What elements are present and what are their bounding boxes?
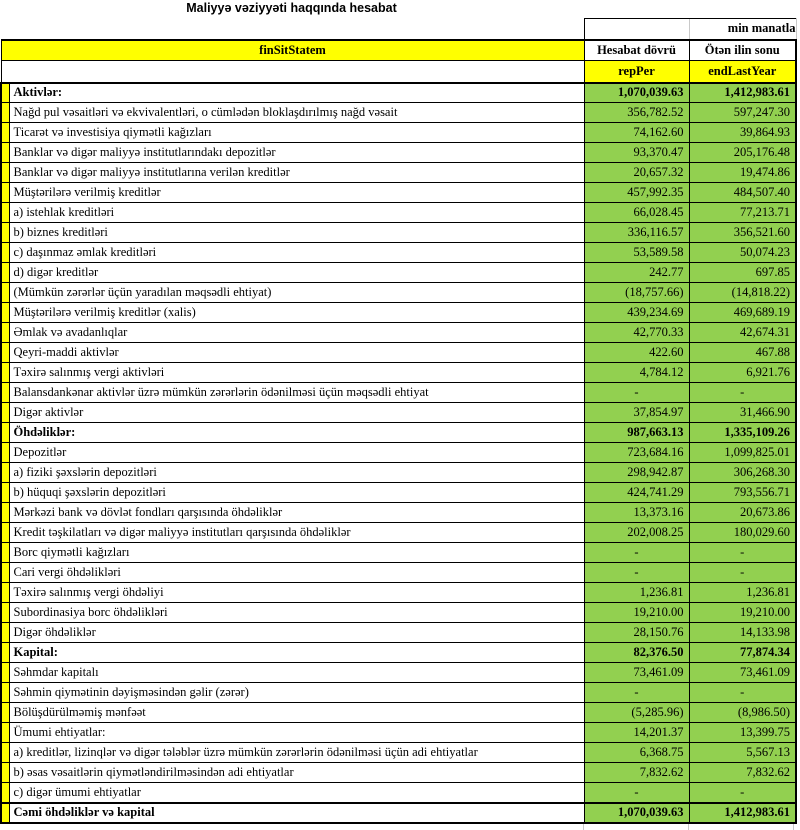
- row-value-repper[interactable]: (18,757.66): [584, 283, 689, 303]
- table-row: [1, 763, 796, 783]
- row-accent-strip[interactable]: [1, 303, 9, 323]
- row-label-cell[interactable]: Kredit təşkilatları və digər maliyyə institutları qarşısında öhdəliklər: [9, 523, 584, 543]
- row-value-endlastyear[interactable]: 6,921.76: [689, 363, 796, 383]
- table-row: [1, 663, 796, 683]
- row-accent-strip[interactable]: [1, 283, 9, 303]
- row-value-endlastyear[interactable]: 793,556.71: [689, 483, 796, 503]
- table-row: [1, 283, 796, 303]
- gridline-stub: [688, 824, 689, 830]
- row-value-endlastyear[interactable]: 14,133.98: [689, 623, 796, 643]
- row-value-endlastyear[interactable]: 306,268.30: [689, 463, 796, 483]
- row-value-repper[interactable]: 202,008.25: [584, 523, 689, 543]
- row-value-repper[interactable]: 14,201.37: [584, 723, 689, 743]
- header-body: [1, 19, 796, 83]
- row-accent-strip[interactable]: [1, 243, 9, 263]
- blank-cell[interactable]: [1, 19, 584, 40]
- table-row: [1, 83, 796, 103]
- row-value-endlastyear[interactable]: -: [689, 683, 796, 703]
- row-value-endlastyear[interactable]: 77,874.34: [689, 643, 796, 663]
- row-label-cell[interactable]: b) hüquqi şəxslərin depozitləri: [9, 483, 584, 503]
- period-column-code[interactable]: repPer: [584, 61, 689, 83]
- table-row: [1, 383, 796, 403]
- table-row: [1, 343, 796, 363]
- row-label-cell[interactable]: Kapital:: [9, 643, 584, 663]
- row-value-repper[interactable]: 7,832.62: [584, 763, 689, 783]
- row-value-endlastyear[interactable]: 20,673.86: [689, 503, 796, 523]
- table-row: [1, 523, 796, 543]
- row-value-repper[interactable]: 987,663.13: [584, 423, 689, 443]
- row-value-endlastyear[interactable]: 39,864.93: [689, 123, 796, 143]
- row-value-repper[interactable]: -: [584, 563, 689, 583]
- gridline-stub: [583, 824, 584, 830]
- row-value-endlastyear[interactable]: 484,507.40: [689, 183, 796, 203]
- row-value-repper[interactable]: -: [584, 383, 689, 403]
- table-row: [1, 463, 796, 483]
- row-label-cell[interactable]: Balansdankənar aktivlər üzrə mümkün zərərlərin ödənilməsi üçün məqsədli ehtiyat: [9, 383, 584, 403]
- table-row: [1, 623, 796, 643]
- row-value-repper[interactable]: -: [584, 683, 689, 703]
- financial-position-table: [0, 18, 797, 824]
- row-accent-strip[interactable]: [1, 343, 9, 363]
- row-value-endlastyear[interactable]: 469,689.19: [689, 303, 796, 323]
- table-row: [1, 403, 796, 423]
- row-label-cell[interactable]: Digər aktivlər: [9, 403, 584, 423]
- row-accent-strip[interactable]: [1, 143, 9, 163]
- row-value-repper[interactable]: 93,370.47: [584, 143, 689, 163]
- table-row: [1, 123, 796, 143]
- row-value-endlastyear[interactable]: (8,986.50): [689, 703, 796, 723]
- row-label-cell[interactable]: b) əsas vəsaitlərin qiymətləndirilməsindən adi ehtiyatlar: [9, 763, 584, 783]
- row-accent-strip[interactable]: [1, 383, 9, 403]
- row-accent-strip[interactable]: [1, 103, 9, 123]
- row-value-repper[interactable]: 439,234.69: [584, 303, 689, 323]
- row-label-cell[interactable]: Banklar və digər maliyyə institutlarındakı depozitlər: [9, 143, 584, 163]
- table-row: [1, 703, 796, 723]
- row-value-repper[interactable]: -: [584, 783, 689, 803]
- row-label-cell[interactable]: a) kreditlər, lizinqlər və digər tələblər üzrə mümkün zərərlərin ödənilməsi üçün adi ehtiyatlar: [9, 743, 584, 763]
- row-label-cell[interactable]: Cari vergi öhdəlikləri: [9, 563, 584, 583]
- row-accent-strip[interactable]: [1, 203, 9, 223]
- row-value-repper[interactable]: 1,070,039.63: [584, 803, 689, 823]
- table-row: [1, 643, 796, 663]
- row-value-repper[interactable]: 336,116.57: [584, 223, 689, 243]
- table-row: [1, 143, 796, 163]
- row-label-cell[interactable]: Nağd pul vəsaitləri və ekvivalentləri, o cümlədən bloklaşdırılmış nağd vəsait: [9, 103, 584, 123]
- row-value-endlastyear[interactable]: (14,818.22): [689, 283, 796, 303]
- row-value-endlastyear[interactable]: 180,029.60: [689, 523, 796, 543]
- row-value-repper[interactable]: 4,784.12: [584, 363, 689, 383]
- row-value-repper[interactable]: 82,376.50: [584, 643, 689, 663]
- row-value-repper[interactable]: 28,150.76: [584, 623, 689, 643]
- row-label-cell[interactable]: Subordinasiya borc öhdəlikləri: [9, 603, 584, 623]
- table-row: [1, 363, 796, 383]
- prior-column-header[interactable]: Ötən ilin sonu: [689, 40, 796, 61]
- row-value-endlastyear[interactable]: 356,521.60: [689, 223, 796, 243]
- table-row: [1, 203, 796, 223]
- row-label-cell[interactable]: Müştərilərə verilmiş kreditlər (xalis): [9, 303, 584, 323]
- row-value-endlastyear[interactable]: 1,412,983.61: [689, 83, 796, 103]
- row-accent-strip[interactable]: [1, 443, 9, 463]
- row-value-endlastyear[interactable]: -: [689, 783, 796, 803]
- row-label-cell[interactable]: Cəmi öhdəliklər və kapital: [9, 803, 584, 823]
- row-accent-strip[interactable]: [1, 643, 9, 663]
- row-value-endlastyear[interactable]: 50,074.23: [689, 243, 796, 263]
- table-row: [1, 683, 796, 703]
- row-accent-strip[interactable]: [1, 583, 9, 603]
- row-accent-strip[interactable]: [1, 783, 9, 803]
- row-value-endlastyear[interactable]: 19,210.00: [689, 603, 796, 623]
- row-accent-strip[interactable]: [1, 363, 9, 383]
- row-value-repper[interactable]: 424,741.29: [584, 483, 689, 503]
- row-value-endlastyear[interactable]: 31,466.90: [689, 403, 796, 423]
- table-row: [1, 503, 796, 523]
- row-value-endlastyear[interactable]: 597,247.30: [689, 103, 796, 123]
- row-accent-strip[interactable]: [1, 683, 9, 703]
- row-label-cell[interactable]: Səhmin qiymətinin dəyişməsindən gəlir (zərər): [9, 683, 584, 703]
- row-value-repper[interactable]: -: [584, 543, 689, 563]
- row-accent-strip[interactable]: [1, 603, 9, 623]
- row-label-cell[interactable]: c) daşınmaz əmlak kreditləri: [9, 243, 584, 263]
- row-value-endlastyear[interactable]: 1,236.81: [689, 583, 796, 603]
- row-accent-strip[interactable]: [1, 503, 9, 523]
- table-row: [1, 603, 796, 623]
- row-accent-strip[interactable]: [1, 623, 9, 643]
- row-value-endlastyear[interactable]: -: [689, 543, 796, 563]
- prior-column-code[interactable]: endLastYear: [689, 61, 796, 83]
- row-value-endlastyear[interactable]: 205,176.48: [689, 143, 796, 163]
- row-accent-strip[interactable]: [1, 223, 9, 243]
- row-accent-strip[interactable]: [1, 523, 9, 543]
- row-accent-strip[interactable]: [1, 123, 9, 143]
- row-accent-strip[interactable]: [1, 463, 9, 483]
- row-accent-strip[interactable]: [1, 483, 9, 503]
- row-accent-strip[interactable]: [1, 163, 9, 183]
- row-label-cell[interactable]: a) istehlak kreditləri: [9, 203, 584, 223]
- row-accent-strip[interactable]: [1, 743, 9, 763]
- blank-cell[interactable]: [584, 19, 689, 40]
- row-value-repper[interactable]: 723,684.16: [584, 443, 689, 463]
- table-row: [1, 443, 796, 463]
- row-label-cell[interactable]: Digər öhdəliklər: [9, 623, 584, 643]
- row-accent-strip[interactable]: [1, 403, 9, 423]
- row-label-cell[interactable]: Borc qiymətli kağızları: [9, 543, 584, 563]
- row-value-repper[interactable]: 53,589.58: [584, 243, 689, 263]
- row-value-endlastyear[interactable]: 697.85: [689, 263, 796, 283]
- row-value-repper[interactable]: (5,285.96): [584, 703, 689, 723]
- row-value-endlastyear[interactable]: -: [689, 563, 796, 583]
- row-value-endlastyear[interactable]: 1,412,983.61: [689, 803, 796, 823]
- table-row: [1, 163, 796, 183]
- row-label-cell[interactable]: a) fiziki şəxslərin depozitləri: [9, 463, 584, 483]
- table-row: [1, 723, 796, 743]
- row-value-repper[interactable]: 13,373.16: [584, 503, 689, 523]
- row-value-endlastyear[interactable]: 19,474.86: [689, 163, 796, 183]
- table-row: [1, 263, 796, 283]
- row-label-cell[interactable]: Depozitlər: [9, 443, 584, 463]
- row-accent-strip[interactable]: [1, 263, 9, 283]
- row-value-repper[interactable]: 37,854.97: [584, 403, 689, 423]
- row-accent-strip[interactable]: [1, 703, 9, 723]
- table-row: [1, 243, 796, 263]
- row-value-endlastyear[interactable]: 73,461.09: [689, 663, 796, 683]
- row-accent-strip[interactable]: [1, 83, 9, 103]
- row-value-endlastyear[interactable]: 5,567.13: [689, 743, 796, 763]
- row-accent-strip[interactable]: [1, 663, 9, 683]
- row-label-cell[interactable]: Qeyri-maddi aktivlər: [9, 343, 584, 363]
- row-label-cell[interactable]: (Mümkün zərərlər üçün yaradılan məqsədli ehtiyat): [9, 283, 584, 303]
- row-value-endlastyear[interactable]: 467.88: [689, 343, 796, 363]
- row-label-cell[interactable]: c) digər ümumi ehtiyatlar: [9, 783, 584, 803]
- row-value-endlastyear[interactable]: 42,674.31: [689, 323, 796, 343]
- row-label-cell[interactable]: Banklar və digər maliyyə institutlarına verilən kreditlər: [9, 163, 584, 183]
- row-value-repper[interactable]: 74,162.60: [584, 123, 689, 143]
- row-accent-strip[interactable]: [1, 763, 9, 783]
- row-value-repper[interactable]: 42,770.33: [584, 323, 689, 343]
- row-value-endlastyear[interactable]: 7,832.62: [689, 763, 796, 783]
- row-value-endlastyear[interactable]: 77,213.71: [689, 203, 796, 223]
- row-accent-strip[interactable]: [1, 183, 9, 203]
- row-value-repper[interactable]: 457,992.35: [584, 183, 689, 203]
- row-accent-strip[interactable]: [1, 563, 9, 583]
- table-row: [1, 783, 796, 803]
- statement-code-cell[interactable]: finSitStatem: [1, 40, 584, 61]
- row-label-cell[interactable]: Müştərilərə verilmiş kreditlər: [9, 183, 584, 203]
- unit-note-row: [1, 19, 796, 40]
- row-label-cell[interactable]: d) digər kreditlər: [9, 263, 584, 283]
- table-row: [1, 563, 796, 583]
- row-label-cell[interactable]: Ticarət və investisiya qiymətli kağızları: [9, 123, 584, 143]
- row-accent-strip[interactable]: [1, 323, 9, 343]
- table-row: [1, 223, 796, 243]
- row-value-endlastyear[interactable]: 1,335,109.26: [689, 423, 796, 443]
- table-row: [1, 323, 796, 343]
- period-column-header[interactable]: Hesabat dövrü: [584, 40, 689, 61]
- table-row: [1, 103, 796, 123]
- gridline-stub: [793, 824, 794, 830]
- row-accent-strip[interactable]: [1, 803, 9, 823]
- table-row: [1, 183, 796, 203]
- table-row: [1, 543, 796, 563]
- row-label-cell[interactable]: Bölüşdürülməmiş mənfəət: [9, 703, 584, 723]
- table-row: [1, 583, 796, 603]
- row-accent-strip[interactable]: [1, 723, 9, 743]
- row-label-cell[interactable]: Təxirə salınmış vergi aktivləri: [9, 363, 584, 383]
- row-value-repper[interactable]: 19,210.00: [584, 603, 689, 623]
- table-row: [1, 423, 796, 443]
- row-value-repper[interactable]: 6,368.75: [584, 743, 689, 763]
- row-label-cell[interactable]: Əmlak və avadanlıqlar: [9, 323, 584, 343]
- row-label-cell[interactable]: Aktivlər:: [9, 83, 584, 103]
- row-value-repper[interactable]: 1,070,039.63: [584, 83, 689, 103]
- row-value-repper[interactable]: 242.77: [584, 263, 689, 283]
- row-value-repper[interactable]: 356,782.52: [584, 103, 689, 123]
- row-value-endlastyear[interactable]: 1,099,825.01: [689, 443, 796, 463]
- column-title-row: [1, 40, 796, 61]
- column-code-row: [1, 61, 796, 83]
- row-label-cell[interactable]: Ümumi ehtiyatlar:: [9, 723, 584, 743]
- row-label-cell[interactable]: Öhdəliklər:: [9, 423, 584, 443]
- report-title: Maliyyə vəziyyəti haqqında hesabat: [186, 1, 397, 15]
- row-value-repper[interactable]: 73,461.09: [584, 663, 689, 683]
- table-row: [1, 743, 796, 763]
- blank-cell[interactable]: [1, 61, 584, 83]
- row-label-cell[interactable]: Təxirə salınmış vergi öhdəliyi: [9, 583, 584, 603]
- row-value-endlastyear[interactable]: 13,399.75: [689, 723, 796, 743]
- row-value-repper[interactable]: 422.60: [584, 343, 689, 363]
- row-label-cell[interactable]: Səhmdar kapitalı: [9, 663, 584, 683]
- row-value-repper[interactable]: 298,942.87: [584, 463, 689, 483]
- row-value-repper[interactable]: 1,236.81: [584, 583, 689, 603]
- row-accent-strip[interactable]: [1, 423, 9, 443]
- row-label-cell[interactable]: b) biznes kreditləri: [9, 223, 584, 243]
- row-value-repper[interactable]: 66,028.45: [584, 203, 689, 223]
- row-value-repper[interactable]: 20,657.32: [584, 163, 689, 183]
- table-row: [1, 483, 796, 503]
- table-row: [1, 303, 796, 323]
- row-label-cell[interactable]: Mərkəzi bank və dövlət fondları qarşısında öhdəliklər: [9, 503, 584, 523]
- table-row: [1, 803, 796, 823]
- unit-note-cell[interactable]: min manatla: [689, 19, 796, 40]
- row-accent-strip[interactable]: [1, 543, 9, 563]
- row-value-endlastyear[interactable]: -: [689, 383, 796, 403]
- rows-body: [1, 83, 796, 823]
